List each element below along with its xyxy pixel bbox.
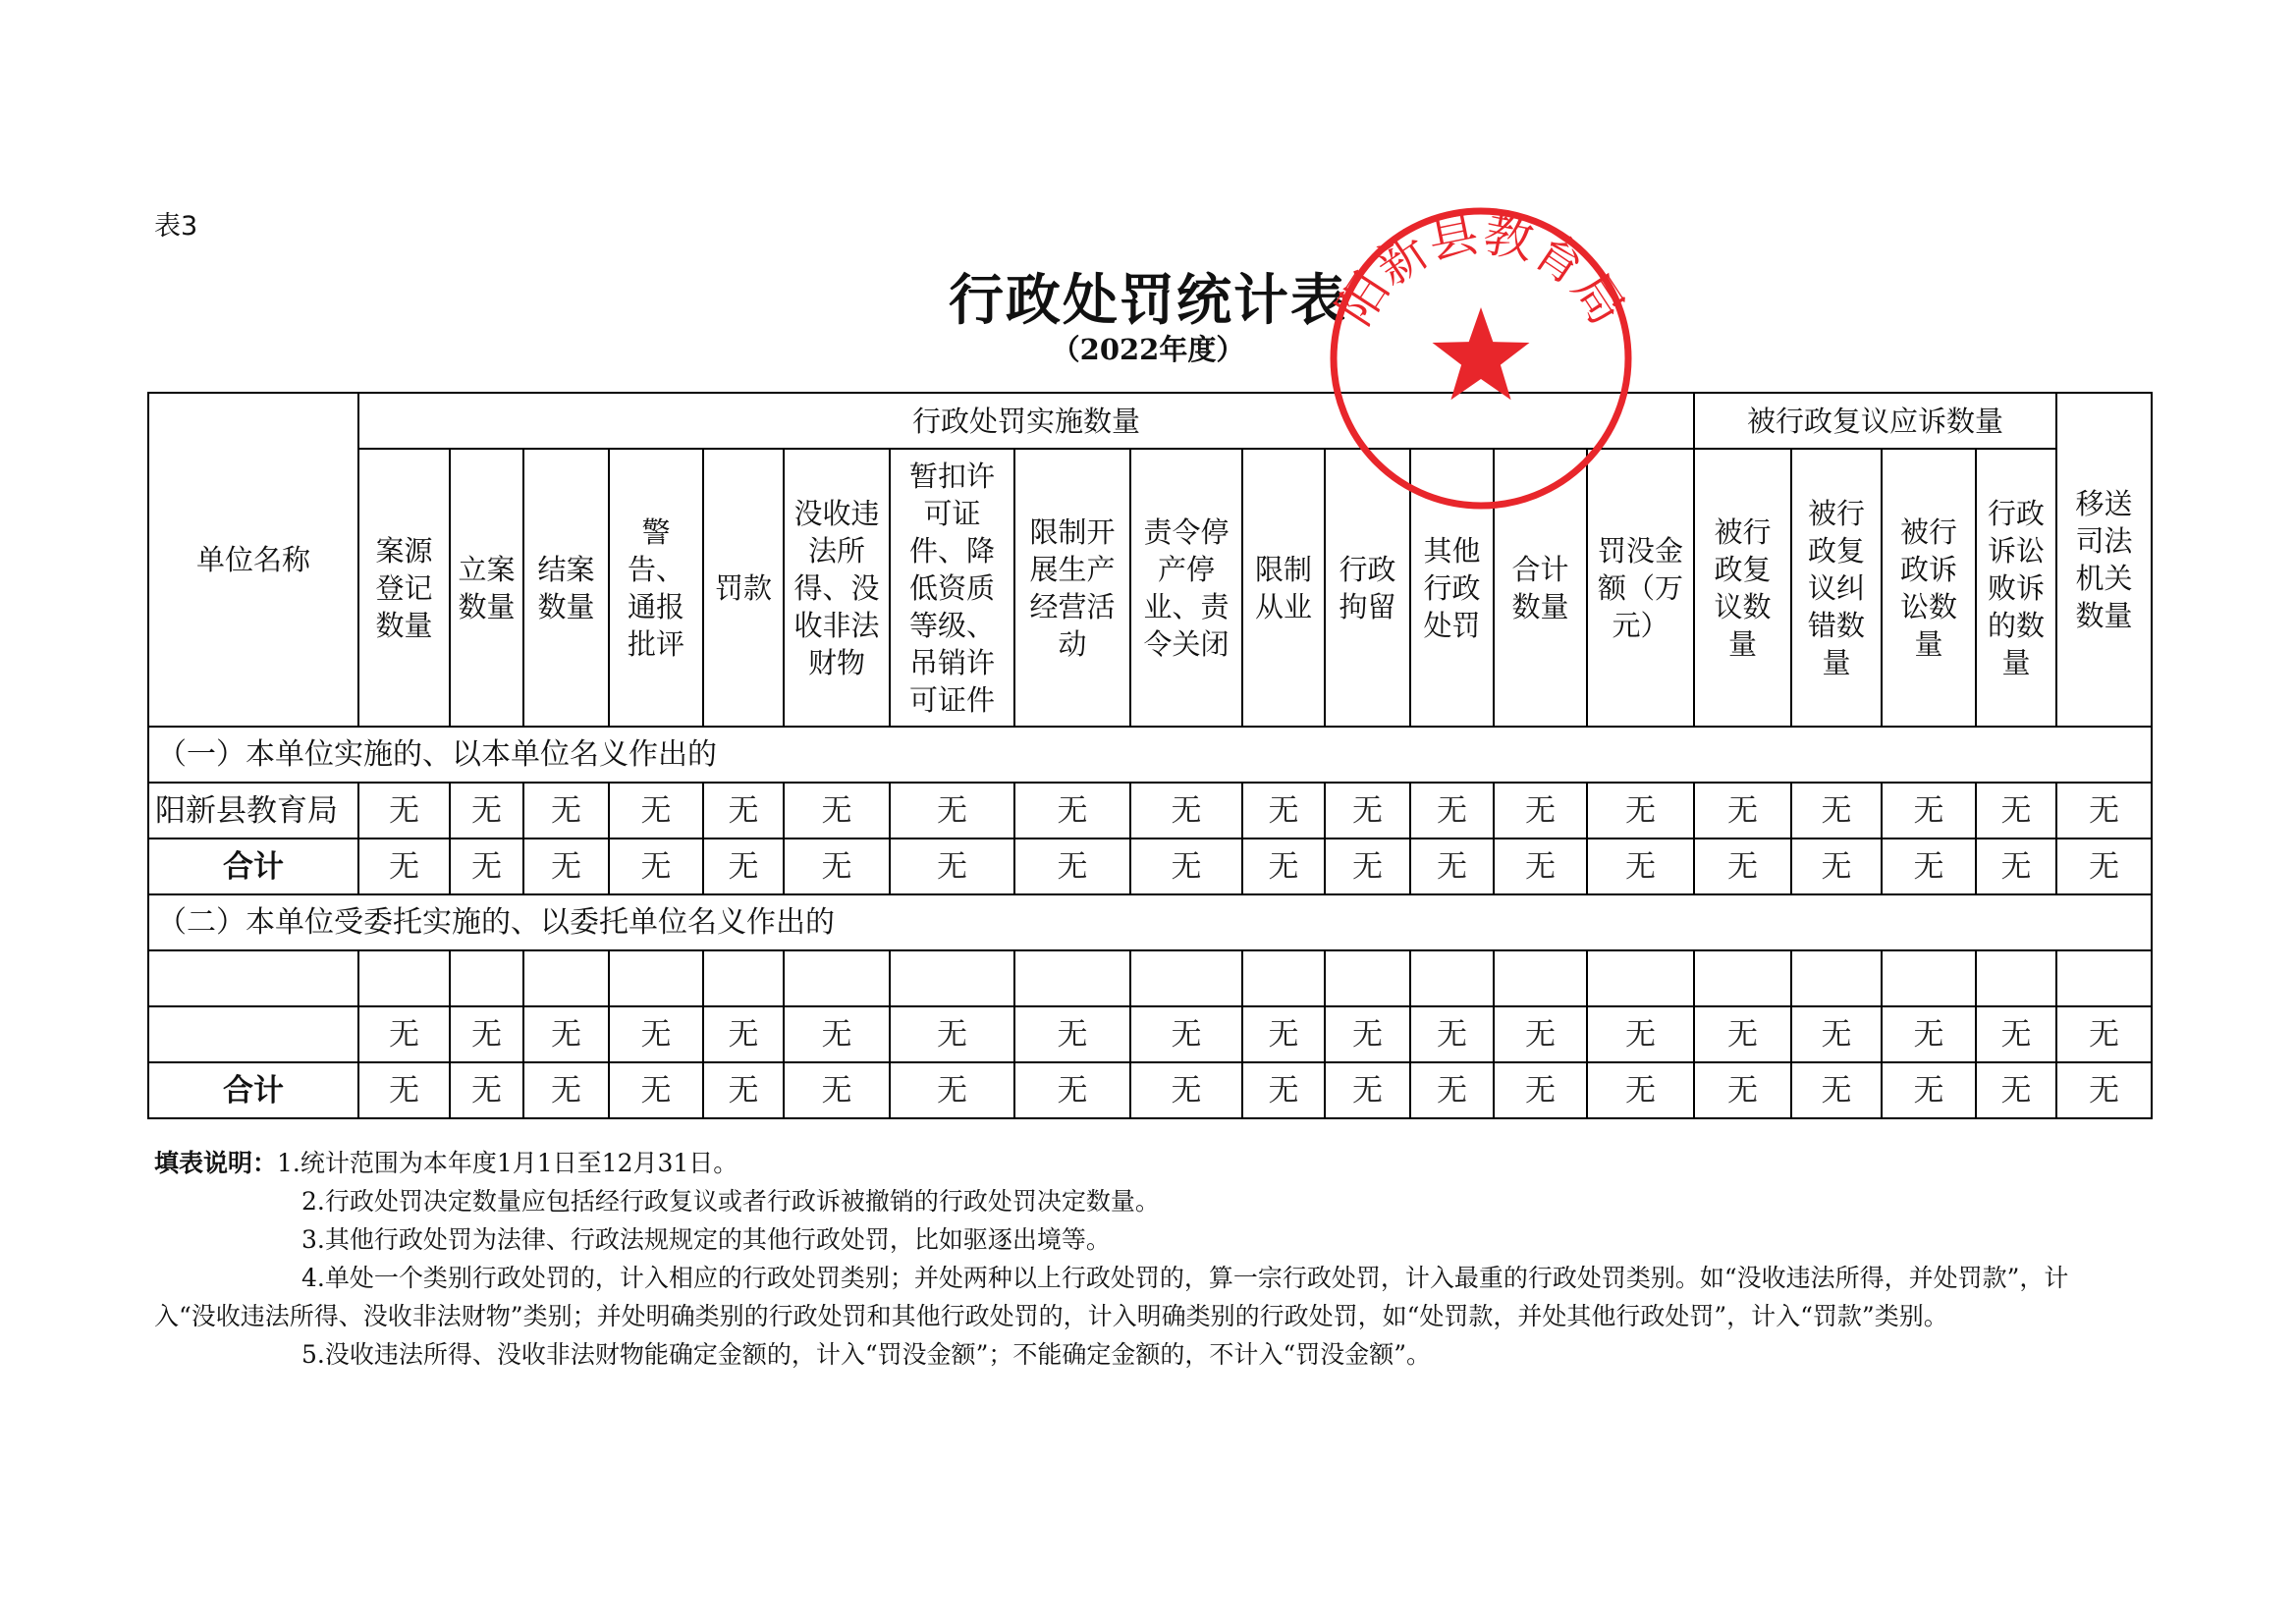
value-cell: 无 (1694, 1006, 1791, 1062)
value-cell: 无 (450, 783, 523, 839)
value-cell: 无 (2056, 839, 2152, 894)
empty-cell (609, 950, 703, 1006)
header-litigation-lost: 行政诉讼败诉的数量 (1976, 449, 2056, 727)
empty-cell (1325, 950, 1410, 1006)
empty-cell (1791, 950, 1882, 1006)
total-label-cell: 合计 (148, 839, 358, 894)
value-cell: 无 (703, 783, 784, 839)
empty-cell (2056, 950, 2152, 1006)
value-cell: 无 (358, 839, 450, 894)
value-cell: 无 (1014, 783, 1130, 839)
value-cell: 无 (1494, 839, 1587, 894)
value-cell: 无 (609, 783, 703, 839)
fill-instructions (154, 1144, 2128, 1374)
header-license-suspension: 暂扣许可证件、降低资质等级、吊销许可证件 (890, 449, 1014, 727)
header-group-penalty: 行政处罚实施数量 (358, 393, 1694, 449)
empty-cell (1410, 950, 1494, 1006)
header-transfer: 移送司法机关数量 (2056, 393, 2152, 727)
note-3: 3.其他行政处罚为法律、行政法规规定的其他行政处罚，比如驱逐出境等。 (301, 1225, 1111, 1254)
value-cell: 无 (609, 1062, 703, 1118)
value-cell: 无 (523, 1006, 609, 1062)
value-cell: 无 (450, 1006, 523, 1062)
value-cell: 无 (890, 783, 1014, 839)
value-cell: 无 (450, 1062, 523, 1118)
value-cell: 无 (1587, 1062, 1694, 1118)
header-case-filing: 立案数量 (450, 449, 523, 727)
empty-cell (1130, 950, 1242, 1006)
header-case-closing: 结案数量 (523, 449, 609, 727)
header-review-corrected: 被行政复议纠错数量 (1791, 449, 1882, 727)
value-cell: 无 (703, 1006, 784, 1062)
value-cell: 无 (703, 839, 784, 894)
note-2: 2.行政处罚决定数量应包括经行政复议或者行政诉被撤销的行政处罚决定数量。 (301, 1187, 1160, 1216)
value-cell: 无 (1494, 1006, 1587, 1062)
note-4: 4.单处一个类别行政处罚的，计入相应的行政处罚类别；并处两种以上行政处罚的，算一宗行政处罚，计入最重的行政处罚类别。如“没收违法所得，并处罚款”，计入“没收违法所得、没收非法财物”类别；并处明确类别的行政处罚和其他行政处罚的，计入明确类别的行政处罚，如“处罚款，并处其他行政处罚”，计入“罚款”类别。 (154, 1264, 2069, 1330)
value-cell: 无 (450, 839, 523, 894)
value-cell: 无 (1976, 783, 2056, 839)
value-cell: 无 (609, 1006, 703, 1062)
header-fine-amount: 罚没金额（万元） (1587, 449, 1694, 727)
note-lead: 填表说明： (154, 1149, 278, 1177)
value-cell: 无 (1587, 839, 1694, 894)
header-other-penalty: 其他行政处罚 (1410, 449, 1494, 727)
value-cell: 无 (523, 839, 609, 894)
year-label: （2022年度） (1051, 333, 1245, 366)
value-cell: 无 (1694, 1062, 1791, 1118)
value-cell: 无 (784, 839, 890, 894)
total-label-cell: 合计 (148, 1062, 358, 1118)
empty-cell (358, 950, 450, 1006)
value-cell: 无 (1014, 1006, 1130, 1062)
empty-cell (1694, 950, 1791, 1006)
value-cell: 无 (1791, 839, 1882, 894)
value-cell: 无 (1976, 1062, 2056, 1118)
header-detention: 行政拘留 (1325, 449, 1410, 727)
value-cell: 无 (1694, 783, 1791, 839)
page-title: 行政处罚统计表 (949, 268, 1347, 333)
value-cell: 无 (1976, 1006, 2056, 1062)
official-seal (1324, 201, 1638, 515)
value-cell: 无 (1014, 1062, 1130, 1118)
note-1: 填表说明：1.统计范围为本年度1月1日至12月31日。 (154, 1149, 738, 1177)
value-cell: 无 (784, 1062, 890, 1118)
empty-cell (1494, 950, 1587, 1006)
header-restrict-production: 限制开展生产经营活动 (1014, 449, 1130, 727)
value-cell: 无 (1130, 783, 1242, 839)
empty-cell (1882, 950, 1976, 1006)
header-group-review: 被行政复议应诉数量 (1694, 393, 2056, 449)
value-cell: 无 (1882, 839, 1976, 894)
header-total-count: 合计数量 (1494, 449, 1587, 727)
value-cell: 无 (523, 783, 609, 839)
value-cell: 无 (1791, 1062, 1882, 1118)
value-cell: 无 (1976, 839, 2056, 894)
empty-cell (450, 950, 523, 1006)
value-cell: 无 (1882, 1006, 1976, 1062)
header-unit-name: 单位名称 (148, 393, 358, 727)
value-cell: 无 (1791, 1006, 1882, 1062)
value-cell: 无 (2056, 783, 2152, 839)
section-two-label: （二）本单位受委托实施的、以委托单位名义作出的 (148, 894, 2152, 950)
value-cell: 无 (1410, 1062, 1494, 1118)
value-cell: 无 (1587, 783, 1694, 839)
empty-cell (1587, 950, 1694, 1006)
value-cell: 无 (1014, 839, 1130, 894)
value-cell: 无 (703, 1062, 784, 1118)
value-cell: 无 (358, 1062, 450, 1118)
penalty-statistics-table (147, 392, 2153, 1119)
table-number-label: 表3 (154, 211, 198, 242)
value-cell: 无 (1587, 1006, 1694, 1062)
value-cell: 无 (1325, 783, 1410, 839)
empty-cell (784, 950, 890, 1006)
seal-star-icon (1433, 307, 1530, 400)
header-order-closure: 责令停产停业、责令关闭 (1130, 449, 1242, 727)
seal-text: 阳新县教育局 (1326, 204, 1636, 335)
value-cell: 无 (523, 1062, 609, 1118)
value-cell: 无 (784, 783, 890, 839)
empty-cell (523, 950, 609, 1006)
value-cell: 无 (2056, 1006, 2152, 1062)
note-5: 5.没收违法所得、没收非法财物能确定金额的，计入“罚没金额”；不能确定金额的，不计入“罚没金额”。 (301, 1340, 1431, 1369)
value-cell: 无 (1325, 1006, 1410, 1062)
value-cell: 无 (1494, 1062, 1587, 1118)
value-cell: 无 (1410, 783, 1494, 839)
header-confiscation: 没收违法所得、没收非法财物 (784, 449, 890, 727)
empty-cell (148, 950, 358, 1006)
value-cell: 无 (890, 1006, 1014, 1062)
empty-cell (1242, 950, 1325, 1006)
empty-cell (1976, 950, 2056, 1006)
value-cell: 无 (1494, 783, 1587, 839)
value-cell: 无 (1242, 783, 1325, 839)
value-cell: 无 (1694, 839, 1791, 894)
value-cell: 无 (1242, 1006, 1325, 1062)
empty-cell (703, 950, 784, 1006)
value-cell: 无 (2056, 1062, 2152, 1118)
header-restrict-practice: 限制从业 (1242, 449, 1325, 727)
value-cell: 无 (1325, 839, 1410, 894)
value-cell: 无 (1791, 783, 1882, 839)
value-cell: 无 (784, 1006, 890, 1062)
unit-name-cell: 阳新县教育局 (148, 783, 358, 839)
section-one-label: （一）本单位实施的、以本单位名义作出的 (148, 727, 2152, 783)
value-cell: 无 (358, 1006, 450, 1062)
header-fine: 罚款 (703, 449, 784, 727)
header-warning: 警告、通报批评 (609, 449, 703, 727)
value-cell: 无 (1882, 783, 1976, 839)
value-cell: 无 (890, 839, 1014, 894)
value-cell: 无 (1242, 839, 1325, 894)
empty-cell (890, 950, 1014, 1006)
value-cell: 无 (1410, 1006, 1494, 1062)
value-cell: 无 (1410, 839, 1494, 894)
value-cell: 无 (1130, 839, 1242, 894)
value-cell: 无 (358, 783, 450, 839)
header-case-registration: 案源登记数量 (358, 449, 450, 727)
value-cell: 无 (890, 1062, 1014, 1118)
header-review-count: 被行政复议数量 (1694, 449, 1791, 727)
value-cell: 无 (609, 839, 703, 894)
value-cell: 无 (1130, 1062, 1242, 1118)
empty-cell (148, 1006, 358, 1062)
value-cell: 无 (1325, 1062, 1410, 1118)
value-cell: 无 (1130, 1006, 1242, 1062)
empty-cell (1014, 950, 1130, 1006)
value-cell: 无 (1882, 1062, 1976, 1118)
value-cell: 无 (1242, 1062, 1325, 1118)
header-litigation-count: 被行政诉讼数量 (1882, 449, 1976, 727)
